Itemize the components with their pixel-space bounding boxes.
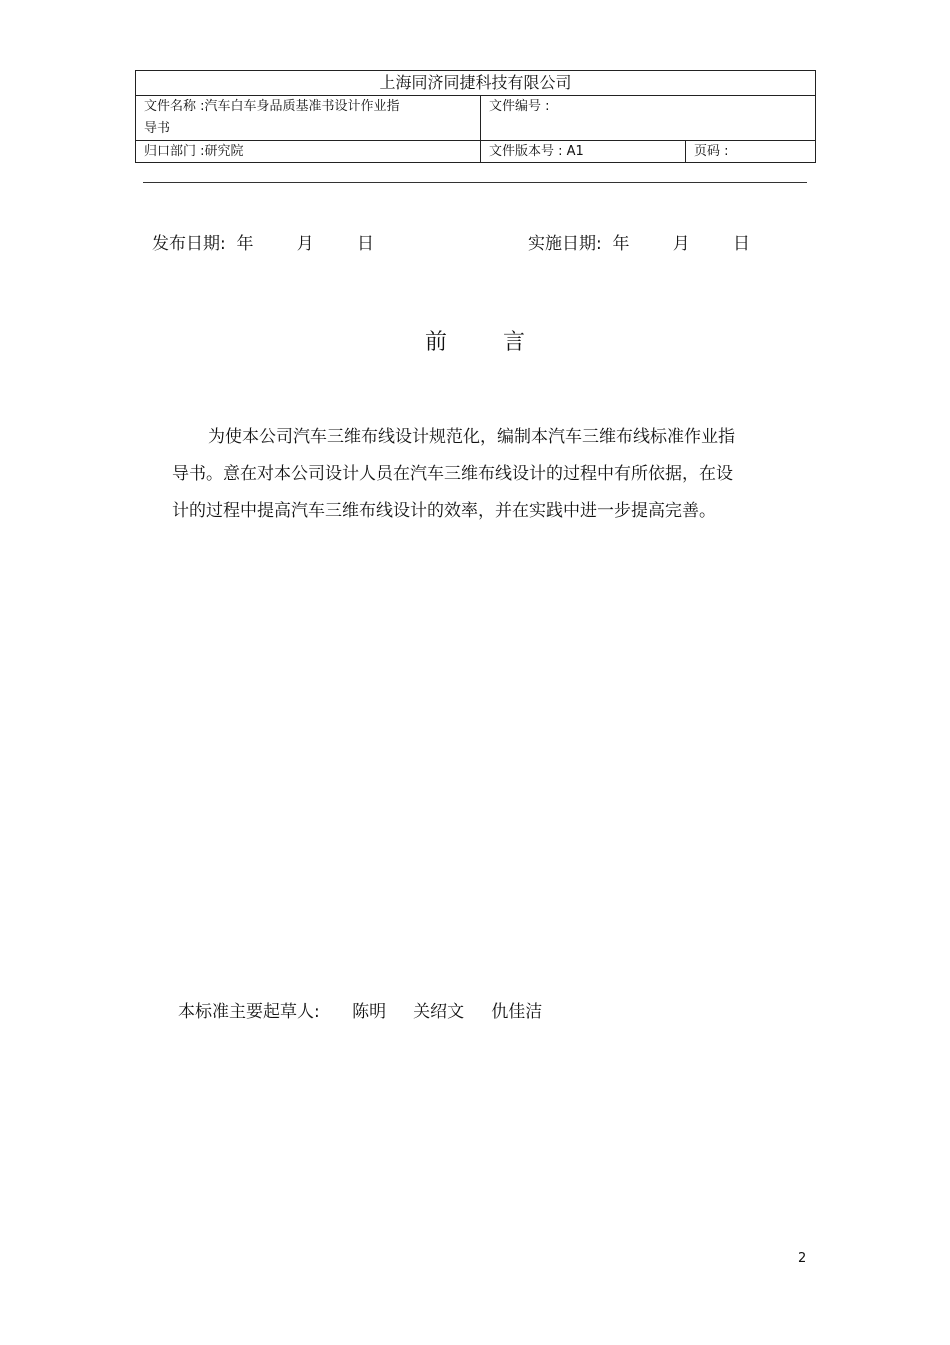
drafters-line: 本标准主要起草人: 陈明 关绍文 仇佳洁 <box>178 1002 543 1022</box>
publish-date: 发布日期: 年 月 日 <box>152 234 374 254</box>
file-name-line1: 文件名称 :汽车白车身品质基准书设计作业指 <box>144 99 400 114</box>
document-header-table <box>135 70 816 163</box>
preface-line-3: 计的过程中提高汽车三维布线设计的效率，并在实践中进一步提高完善。 <box>172 501 716 521</box>
company-name: 上海同济同捷科技有限公司 <box>136 71 816 96</box>
implement-date: 实施日期: 年 月 日 <box>528 234 750 254</box>
page-code: 页码 : <box>686 141 816 163</box>
header-divider <box>143 182 807 183</box>
file-version: 文件版本号 : A1 <box>481 141 686 163</box>
department: 归口部门 :研究院 <box>136 141 481 163</box>
file-name-line2: 导书 <box>144 121 171 136</box>
preface-heading: 前 言 <box>425 330 525 355</box>
preface-line-2: 导书。意在对本公司设计人员在汽车三维布线设计的过程中有所依据，在设 <box>172 464 733 484</box>
preface-paragraph <box>172 419 772 530</box>
file-name-cell <box>136 96 481 141</box>
page-number: 2 <box>798 1251 807 1266</box>
preface-line-1: 为使本公司汽车三维布线设计规范化，编制本汽车三维布线标准作业指 <box>208 427 735 447</box>
file-number: 文件编号 : <box>481 96 816 141</box>
